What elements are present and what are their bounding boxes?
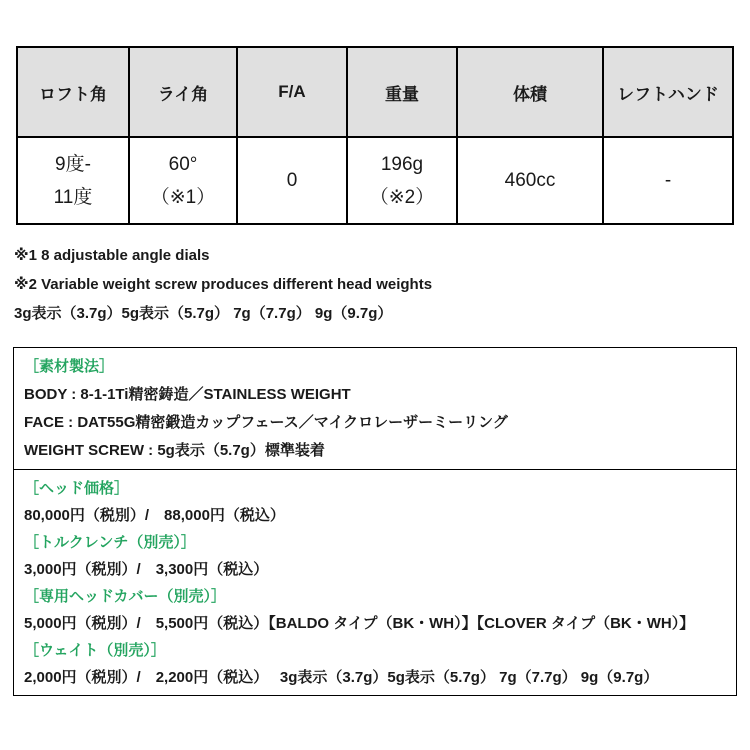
header-left-hand: レフトハンド [603, 47, 733, 137]
material-box [13, 347, 737, 470]
torque-wrench-heading: ［トルクレンチ（別売）］ [24, 534, 196, 551]
cell-volume [457, 137, 603, 224]
header-volume: 体積 [457, 47, 603, 137]
footnote-1: ※1 8 adjustable angle dials [14, 247, 210, 264]
spec-data-row [17, 137, 733, 224]
spec-header-row [17, 47, 733, 137]
head-cover-heading: ［専用ヘッドカバー（別売）］ [24, 588, 227, 605]
header-loft-angle: ロフト角 [17, 47, 129, 137]
weight-option-heading: ［ウェイト（別売）］ [24, 642, 166, 659]
cell-weight [347, 137, 457, 224]
cell-line: 0 [286, 170, 298, 191]
material-weight-screw-line: WEIGHT SCREW : 5g表示（5.7g）標準装着 [24, 442, 325, 459]
footnote-2: ※2 Variable weight screw produces different head weights [14, 276, 433, 293]
footnote-weights: 3g表示（3.7g）5g表示（5.7g） 7g（7.7g） 9g（9.7g） [14, 305, 393, 322]
head-price-value: 80,000円（税別）/ 88,000円（税込） [24, 507, 285, 524]
cell-fa [237, 137, 347, 224]
material-face-line: FACE : DAT55G精密鍛造カップフェース／マイクロレーザーミーリング [24, 414, 508, 431]
cell-line: 60° [168, 153, 198, 175]
head-cover-value: 5,000円（税別）/ 5,500円（税込）【BALDO タイプ（BK・WH）】【CLOVER タイプ（BK・WH）】 [24, 615, 695, 632]
material-box-heading: ［素材製法］ [24, 358, 115, 375]
cell-lie-angle [129, 137, 237, 224]
cell-line: （※2） [369, 186, 435, 208]
header-lie-angle: ライ角 [129, 47, 237, 137]
cell-left-hand [603, 137, 733, 224]
header-weight: 重量 [347, 47, 457, 137]
spec-table [16, 46, 734, 225]
cell-loft-angle [17, 137, 129, 224]
cell-line: 11度 [53, 186, 93, 208]
cell-line: 196g [380, 153, 424, 175]
price-box [13, 469, 737, 696]
cell-line: 9度- [55, 153, 91, 175]
weight-option-value: 2,000円（税別）/ 2,200円（税込） 3g表示（3.7g）5g表示（5.7g） 7g（7.7g） 9g（9.7g） [24, 669, 659, 686]
header-fa: F/A [237, 47, 347, 137]
head-price-heading: ［ヘッド価格］ [24, 480, 130, 497]
cell-line: 460cc [504, 170, 556, 191]
torque-wrench-value: 3,000円（税別）/ 3,300円（税込） [24, 561, 269, 578]
cell-line: - [664, 170, 672, 191]
cell-line: （※1） [150, 186, 216, 208]
material-body-line: BODY : 8-1-1Ti精密鋳造／STAINLESS WEIGHT [24, 386, 351, 403]
footnotes [14, 241, 750, 328]
